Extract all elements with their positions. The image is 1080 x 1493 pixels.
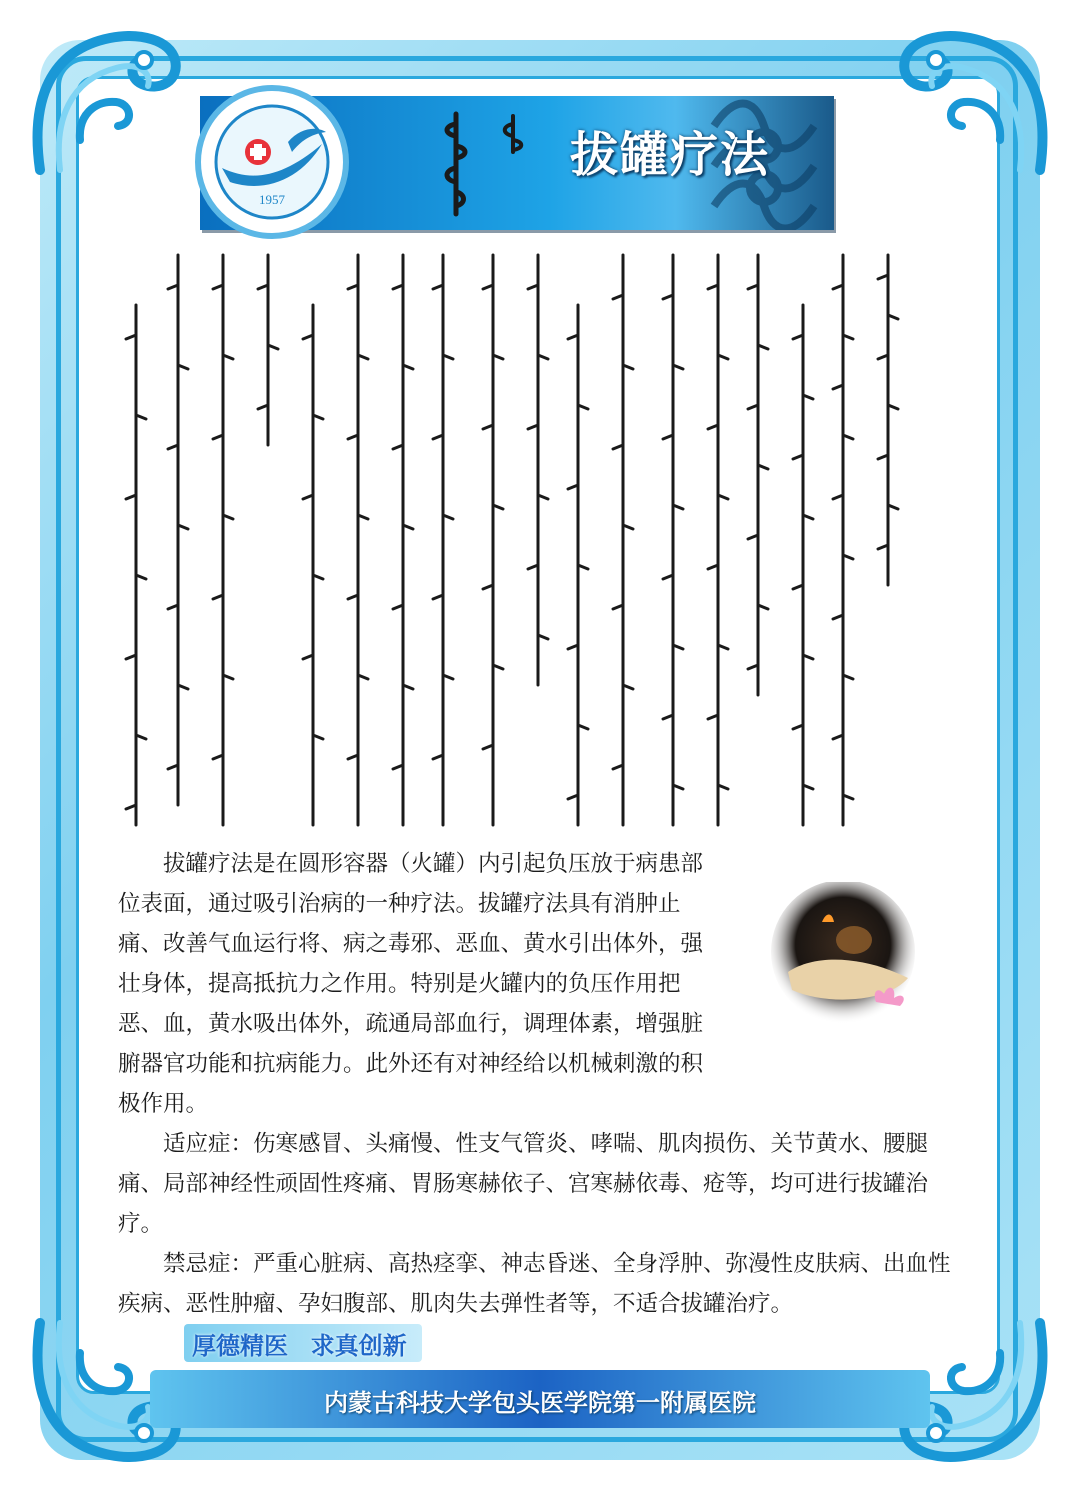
intro-paragraph: 拔罐疗法是在圆形容器（火罐）内引起负压放于病患部位表面，通过吸引治病的一种疗法。拔罐疗法具有消肿止痛、改善气血运行将、病之毒邪、恶血、黄水引出体外，强壮身体，提高抵抗力之作用。特别是火罐内的负压作用把恶、血，黄水吸出体外，疏通局部血行，调理体素，增强脏腑器官功能和抗病能力。此外还有对神经给以机械刺激的积极作用。 [118, 851, 704, 1117]
contraindications-paragraph: 禁忌症：严重心脏病、高热痉挛、神志昏迷、全身浮肿、弥漫性皮肤病、出血性疾病、恶性肿瘤、孕妇腹部、肌肉失去弹性者等，不适合拔罐治疗。 [118, 1251, 951, 1317]
mongolian-title-script [498, 114, 528, 154]
hospital-logo [192, 82, 352, 242]
cupping-photo [768, 882, 918, 1032]
corner-ornament-icon [20, 20, 190, 190]
page-title: 拔罐疗法 [570, 129, 771, 182]
logo-year: 1957 [259, 192, 285, 207]
slogan: 厚德精医 求真创新 [192, 1333, 407, 1360]
hospital-name: 内蒙古科技大学包头医学院第一附属医院 [324, 1390, 756, 1417]
indications-paragraph: 适应症：伤寒感冒、头痛慢、性支气管炎、哮喘、肌肉损伤、关节黄水、腰腿痛、局部神经性顽固性疼痛、胃肠寒赫依子、宫寒赫依毒、疮等，均可进行拔罐治疗。 [118, 1131, 929, 1237]
mongolian-title-script [436, 110, 476, 220]
mongolian-script-text [118, 245, 908, 835]
corner-ornament-icon [890, 20, 1060, 190]
